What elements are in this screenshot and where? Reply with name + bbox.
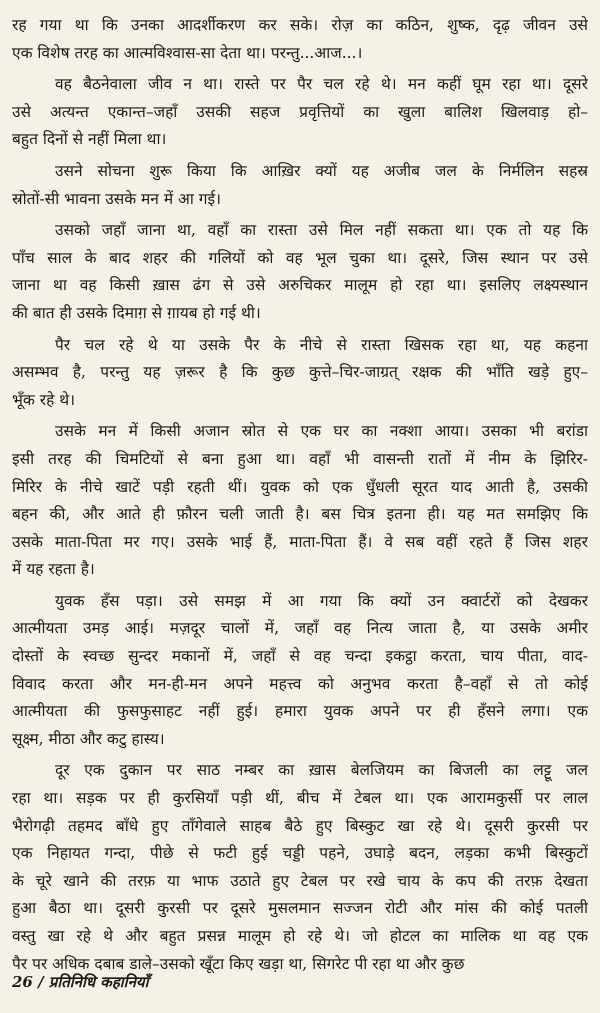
page-footer: 26 / प्रतिनिधि कहानियाँ [12,973,149,991]
text-line: मिरिर के नीचे खाटें पड़ी रहती थीं। युवक को एक धुँधली सूरत याद आती है, उसकी [12,477,588,496]
text-line: उसके माता-पिता मर गए। उसके भाई हैं, माता-पिता हैं। वे सब वहीं रहते हैं जिस शहर [12,532,588,551]
text-line: बहन की, और आते ही फ़ौरन चली जाती है। बस चित्र इतना ही। यह मत समझिए कि [12,505,588,524]
body-text [12,12,588,978]
text-line: रहा था। सड़क पर ही कुरसियाँ पड़ी थीं, बीच में टेबल था। एक आरामकुर्सी पर लाल [12,789,588,808]
text-line: एक विशेष तरह का आत्मविश्वास-सा देता था। परन्तु...आज...। [12,43,363,62]
text-line: युवक हँस पड़ा। उसे समझ में आ गया कि क्यों उन क्वार्टरों को देखकर [55,591,588,610]
text-line: भैरोगढ़ी तहमद बाँधे हुए ताँगेवाले साहब बैठे हुए बिस्कुट खा रहे थे। दूसरी कुरसी पर [12,816,588,835]
text-line: स्रोतों-सी भावना उसके मन में आ गई। [12,189,222,208]
text-line: असम्भव है, परन्तु यह ज़रूर है कि कुछ कुत्ते–चिर-जाग्रत् रक्षक की भाँति खड़े हुए– [12,363,588,382]
text-line: आत्मीयता उमड़ आई। मज़दूर चालों में, जहाँ वह नित्य जाता है, या उसके अमीर [12,619,588,638]
text-line: आत्मीयता की फुसफुसाहट नहीं हुई। हमारा युवक अपने पर ही हँसने लगा। एक [12,702,588,721]
paragraph [12,71,588,154]
text-line: बहुत दिनों से नहीं मिला था। [12,130,167,149]
paragraph [12,757,588,978]
paragraph [12,217,588,327]
paragraph [12,332,588,415]
text-line: जाना था वह किसी ख़ास ढंग से उसे अरुचिकर मालूम हो रहा था। इसलिए लक्ष्यस्थान [12,276,588,295]
text-line: हुआ बैठा था। दूसरी कुरसी पर दूसरे मुसलमान सज्जन रोटी और मांस की कोई पतली [12,899,588,918]
text-line: में यह रहता है। [12,560,95,579]
text-line: उसे अत्यन्त एकान्त–जहाँ उसकी सहज प्रवृत्तियों का खुला बालिश खिलवाड़ हो– [12,102,588,121]
paragraph [12,158,588,213]
text-line: पैर चल रहे थे या उसके पैर के नीचे से रास्ता खिसक रहा था, यह कहना [55,335,588,354]
text-line: दूर एक दुकान पर साठ नम्बर का ख़ास बेलजियम का बिजली का लट्टू जल [55,761,588,780]
text-line: भूँक रहे थे। [12,390,76,409]
text-line: वस्तु खा रहे थे और बहुत प्रसन्न मालूम हो रहे थे। जो होटल का मालिक था वह एक [12,927,588,945]
text-line: रह गया था कि उनका आदर्शीकरण कर सके। रोज़ का कठिन, शुष्क, दृढ़ जीवन उसे [12,16,588,34]
text-line: सूक्ष्म, मीठा और कटु हास्य। [12,729,165,748]
text-line: पाँच साल के बाद शहर की गलियों को वह भूल चुका था। दूसरे, जिस स्थान पर उसे [12,248,588,267]
text-line: उसको जहाँ जाना था, वहाँ का रास्ता उसे मिल नहीं सकता था। एक तो यह कि [55,221,588,240]
text-line: उसने सोचना शुरू किया कि आख़िर क्यों यह अजीब जल के निर्मलिन सहस्र [55,161,588,180]
text-line: पैर पर अधिक दबाब डाले–उसको खूँटा किए खड़ा था, सिगरेट पी रहा था और कुछ [12,954,465,973]
paragraph [12,12,588,67]
text-line: उसके मन में किसी अजान स्रोत से एक घर का नक्शा आया। उसका भी बरांडा [55,422,588,441]
text-line: विवाद करता और मन-ही-मन अपने महत्त्व को अनुभव करता है–वहाँ से तो कोई [12,674,588,693]
text-line: वह बैठनेवाला जीव न था। रास्ते पर पैर चल रहे थे। मन कहीं घूम रहा था। दूसरे [55,75,588,94]
text-line: एक निहायत गन्दा, पीछे से फटी हुई चड्डी पहने, उघाड़े बदन, लड़का कभी बिस्कुटों [12,844,588,863]
text-line: की बात ही उसके दिमाग़ से ग़ायब हो गई थी। [12,303,261,322]
paragraph [12,418,588,584]
text-line: के चूरे खाने की तरफ़ या भाफ उठाते हुए टेबल पर रखे चाय के कप की तरफ़ देखता [12,871,588,890]
text-line: दोस्तों के स्वच्छ सुन्दर मकानों में, जहाँ से वह चन्दा इकट्ठा करता, चाय पीता, वाद- [12,647,588,666]
paragraph [12,588,588,754]
text-line: इसी तरह की चिमटियों से बना हुआ था। वहाँ भी वासन्ती रातों में नीम के झिरिर- [12,449,588,468]
